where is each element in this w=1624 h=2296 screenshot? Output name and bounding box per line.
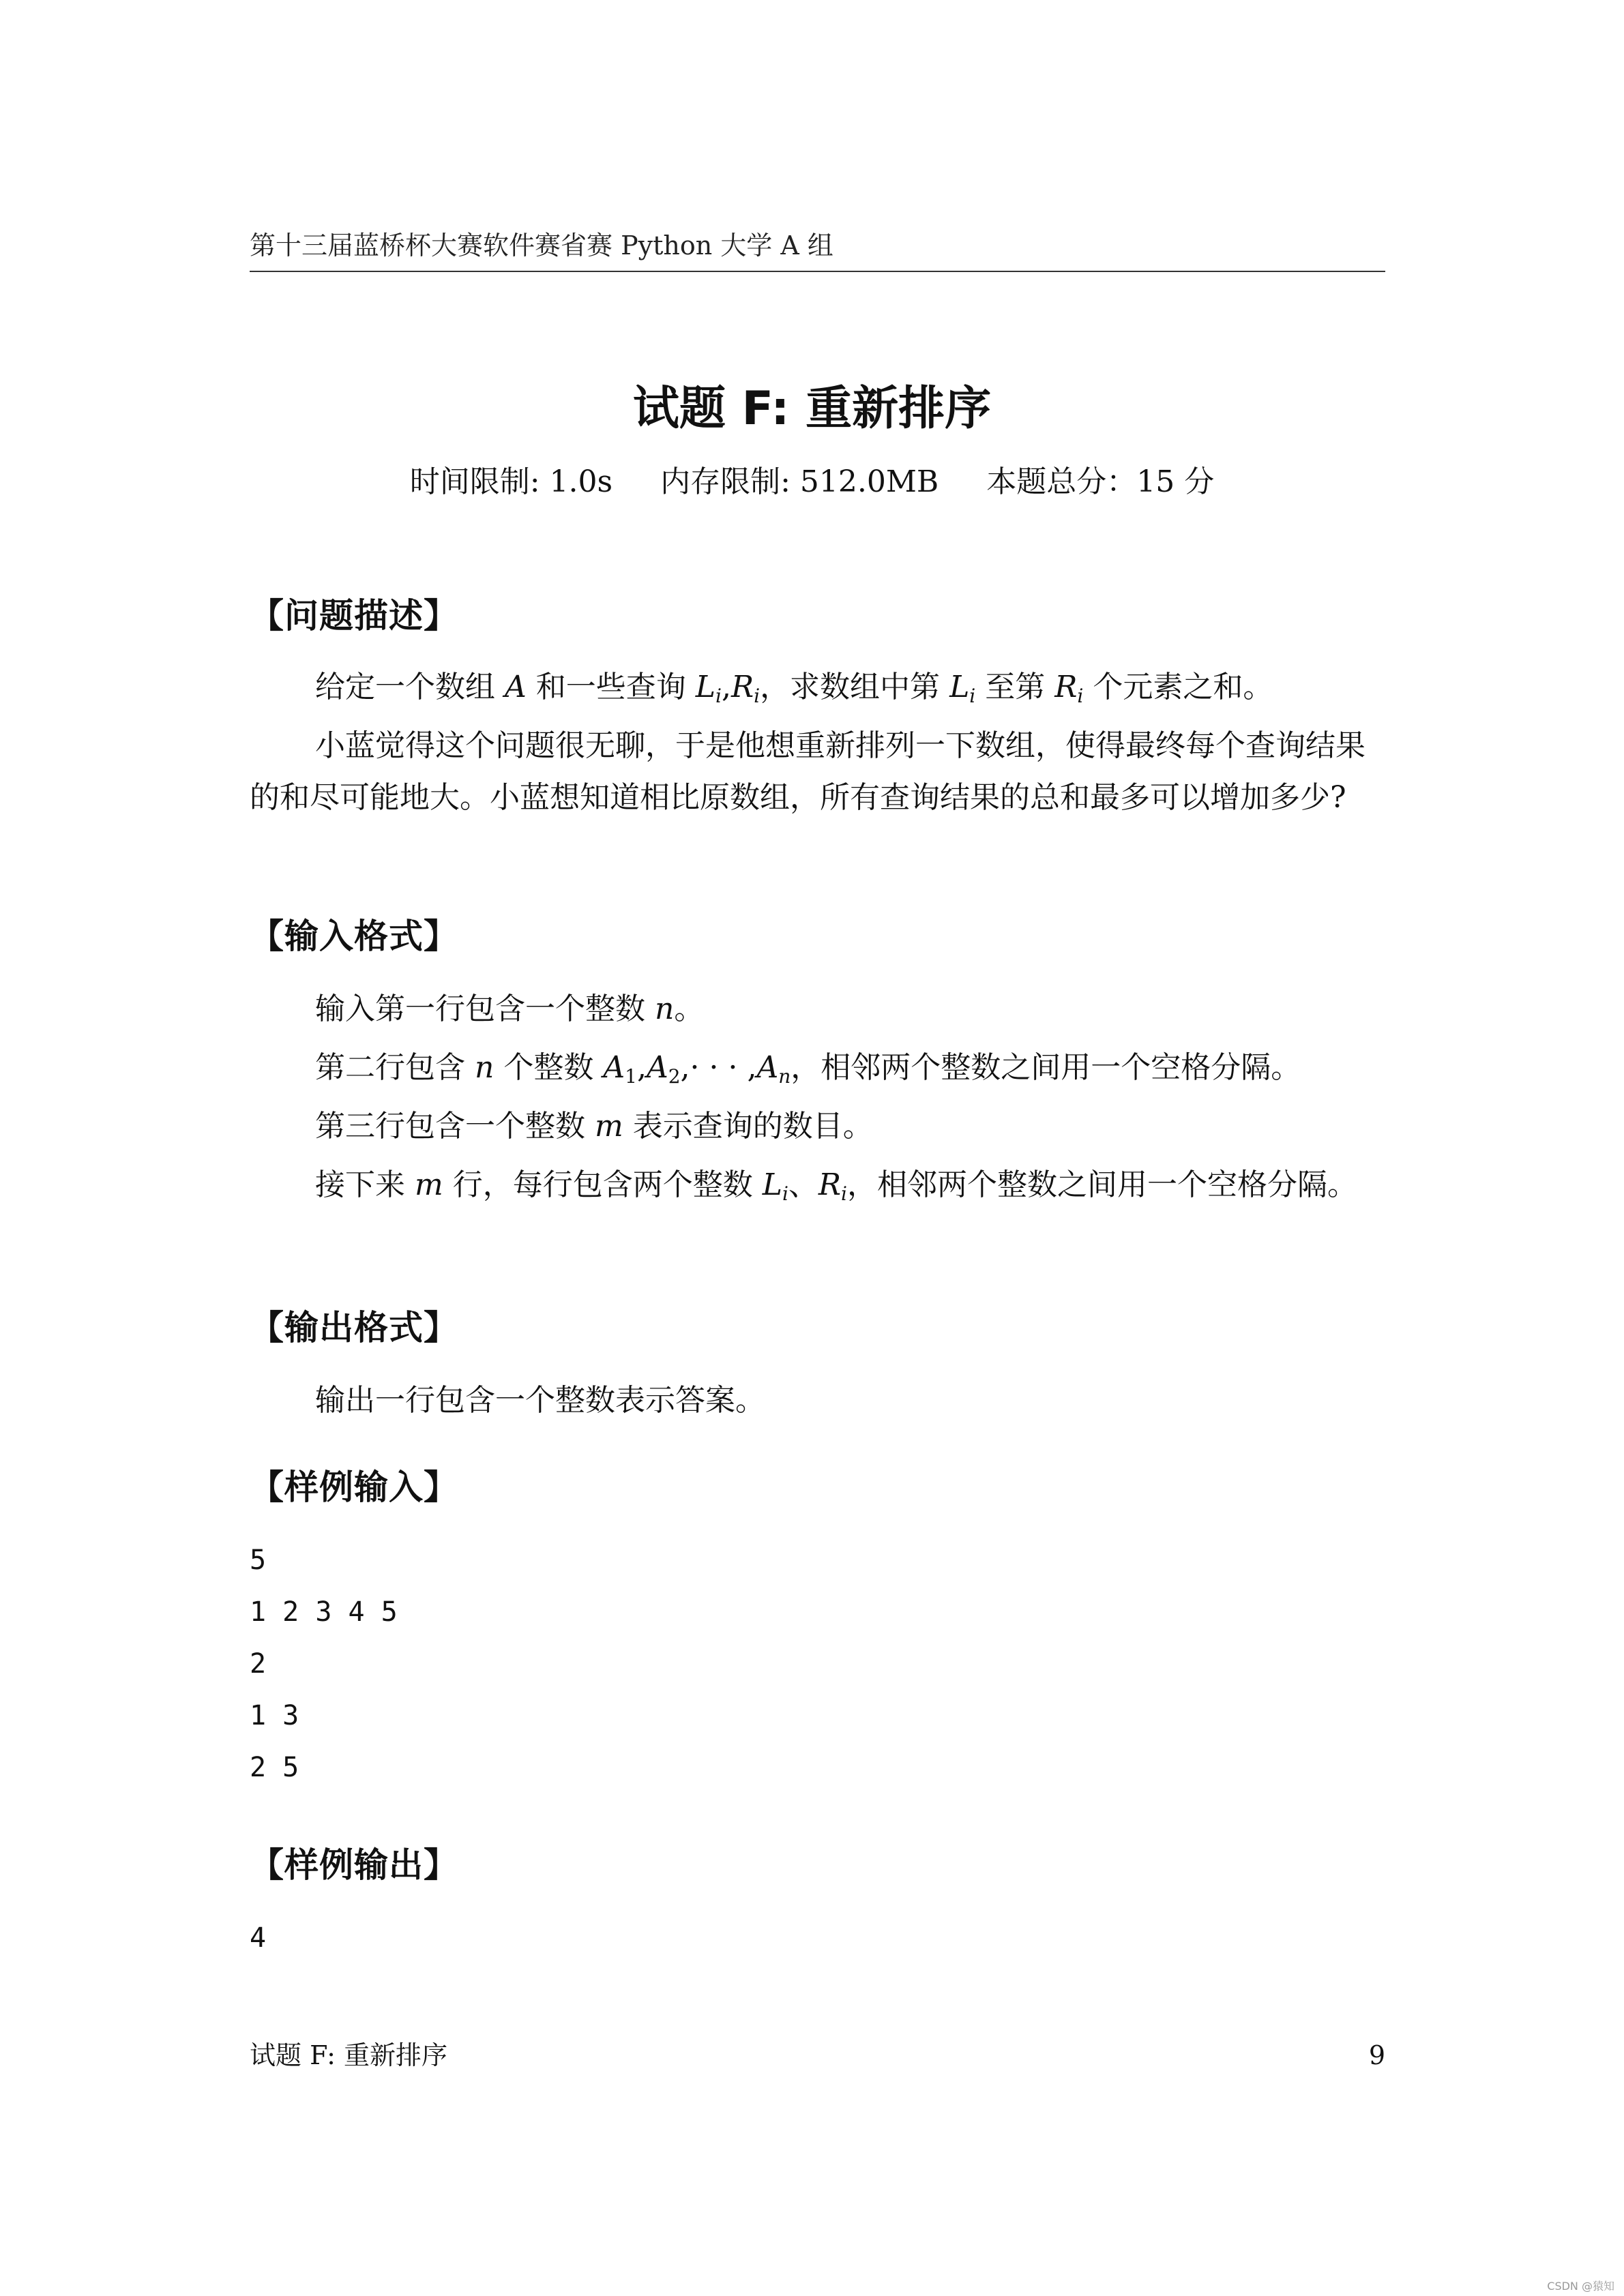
sample-input-block: [250, 1534, 398, 1793]
sample-output-line: 4: [250, 1922, 267, 1954]
total-score: 本题总分：15 分: [986, 464, 1215, 499]
header-divider: [250, 271, 1385, 272]
sample-input-line: 1 3: [250, 1700, 299, 1731]
watermark: CSDN @猿知: [1547, 2280, 1614, 2293]
sample-input-line: 1 2 3 4 5: [250, 1596, 398, 1628]
sample-input-line: 2: [250, 1648, 267, 1680]
section-heading-sample-input: 【样例输入】: [250, 1467, 458, 1507]
section-heading-description: 【问题描述】: [250, 596, 458, 636]
input-format-line-4: 接下来 m 行，每行包含两个整数 $L_i$、$R_i$，相邻两个整数之间用一个空格分隔。: [315, 1167, 1358, 1205]
running-header: 第十三届蓝桥杯大赛软件赛省赛 Python 大学 A 组: [250, 230, 833, 260]
running-footer: 试题 F: 重新排序: [250, 2040, 447, 2070]
section-heading-sample-output: 【样例输出】: [250, 1845, 458, 1885]
section-heading-input-format: 【输入格式】: [250, 916, 458, 956]
section-heading-output-format: 【输出格式】: [250, 1308, 458, 1347]
output-format-line-1: 输出一行包含一个整数表示答案。: [315, 1383, 765, 1418]
input-format-line-2: 第二行包含 n 个整数 $A_1,A_2,\cdot$ · · $,A_n$，相邻两个整数之间用一个空格分隔。: [315, 1050, 1301, 1088]
input-format-line-1: 输入第一行包含一个整数 n。: [315, 992, 705, 1026]
sample-input-line: 2 5: [250, 1752, 299, 1783]
time-limit: 时间限制: 1.0s: [409, 464, 613, 499]
memory-limit: 内存限制: 512.0MB: [660, 464, 939, 499]
page-number: 9: [1368, 2040, 1385, 2070]
description-paragraph-1: 给定一个数组 A 和一些查询 $L_i,R_i$，求数组中第 $L_i$ 至第 $R_i$ 个元素之和。: [315, 670, 1273, 707]
input-format-line-3: 第三行包含一个整数 m 表示查询的数目。: [315, 1109, 873, 1144]
problem-limits: [0, 462, 1624, 503]
description-paragraph-2: 小蓝觉得这个问题很无聊，于是他想重新排列一下数组，使得最终每个查询结果的和尽可能地大。小蓝想知道相比原数组，所有查询结果的总和最多可以增加多少?: [250, 728, 1365, 815]
sample-output-block: [250, 1912, 266, 1964]
problem-title: 试题 F: 重新排序: [632, 382, 992, 436]
sample-input-line: 5: [250, 1545, 267, 1576]
